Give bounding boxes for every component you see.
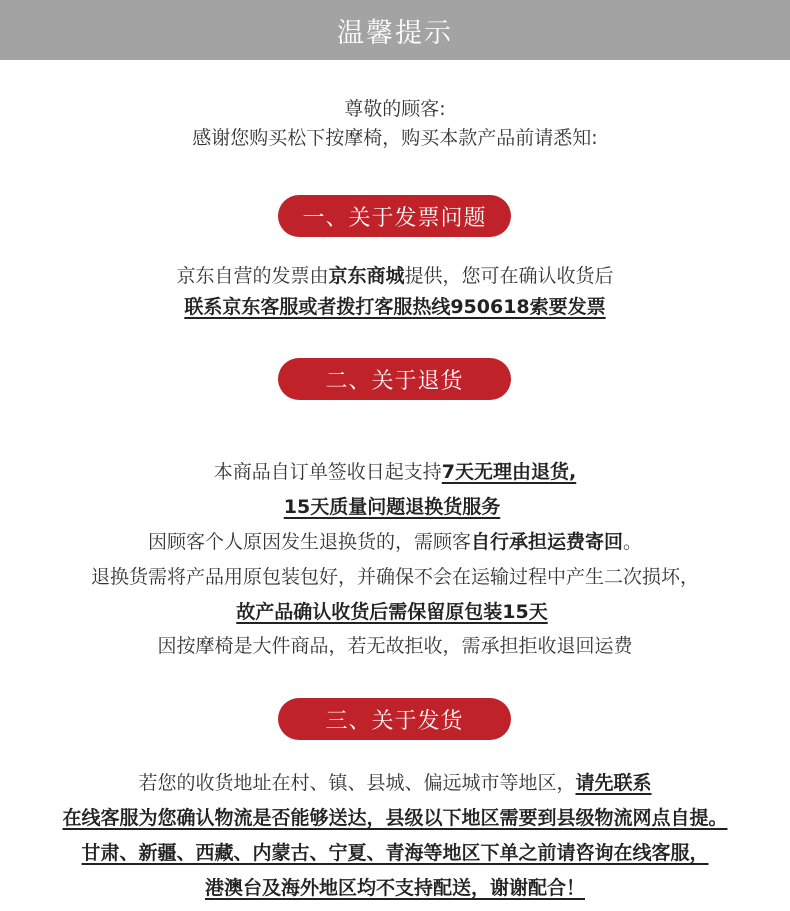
header-title: 温馨提示 (337, 17, 453, 49)
intro-thanks: 感谢您购买松下按摩椅，购买本款产品前请悉知: (192, 127, 598, 149)
returns-line-1 (0, 459, 790, 485)
section-invoice-title: 一、关于发票问题 (302, 205, 487, 231)
returns-line-4: 退换货需将产品用原包装包好，并确保不会在运输过程中产生二次损坏， (90, 566, 699, 588)
shipping-line-2-text: 在线客服为您确认物流是否能够送达，县级以下地区需要到县级物流网点自提。 (62, 807, 728, 829)
section-shipping-badge (278, 698, 511, 740)
returns-line-2 (0, 494, 790, 520)
shipping-line-2 (0, 805, 790, 831)
returns-line-3-pre: 因顾客个人原因发生退换货的，需顾客 (147, 531, 471, 553)
intro-greeting: 尊敬的顾客: (344, 98, 446, 120)
shipping-line-4-text: 港澳台及海外地区均不支持配送，谢谢配合！ (204, 877, 585, 899)
invoice-line-2-text: 联系京东客服或者拨打客服热线950618索要发票 (184, 296, 606, 318)
invoice-line-1-post: 提供，您可在确认收货后 (404, 265, 614, 287)
shipping-line-1 (0, 770, 790, 796)
returns-line-5 (0, 599, 790, 625)
invoice-line-1 (0, 263, 790, 289)
returns-line-2-text: 15天质量问题退换货服务 (283, 496, 501, 518)
shipping-line-4 (0, 875, 790, 901)
section-returns-title: 二、关于退货 (325, 368, 464, 394)
returns-line-3 (0, 529, 790, 555)
invoice-line-2 (0, 294, 790, 320)
returns-line-3-post: 。 (623, 531, 643, 553)
section-invoice-badge (278, 195, 511, 237)
returns-line-1-bold: 7天无理由退货, (441, 461, 577, 483)
shipping-line-1-bold: 请先联系 (575, 772, 652, 794)
invoice-line-1-bold: 京东商城 (328, 265, 405, 287)
returns-line-5-text: 故产品确认收货后需保留原包装15天 (236, 601, 548, 623)
shipping-line-1-pre: 若您的收货地址在村、镇、县城、偏远城市等地区， (138, 772, 576, 794)
invoice-line-1-pre: 京东自营的发票由 (176, 265, 329, 287)
shipping-line-3 (0, 840, 790, 866)
shipping-line-3-text: 甘肃、新疆、西藏、内蒙古、宁夏、青海等地区下单之前请咨询在线客服， (81, 842, 709, 864)
returns-line-1-pre: 本商品自订单签收日起支持 (213, 461, 442, 483)
section-shipping-title: 三、关于发货 (325, 708, 464, 734)
returns-line-6: 因按摩椅是大件商品，若无故拒收，需承担拒收退回运费 (157, 635, 633, 657)
header-bar (0, 0, 790, 60)
returns-line-3-bold: 自行承担运费寄回 (470, 531, 623, 553)
section-returns-badge (278, 358, 511, 400)
